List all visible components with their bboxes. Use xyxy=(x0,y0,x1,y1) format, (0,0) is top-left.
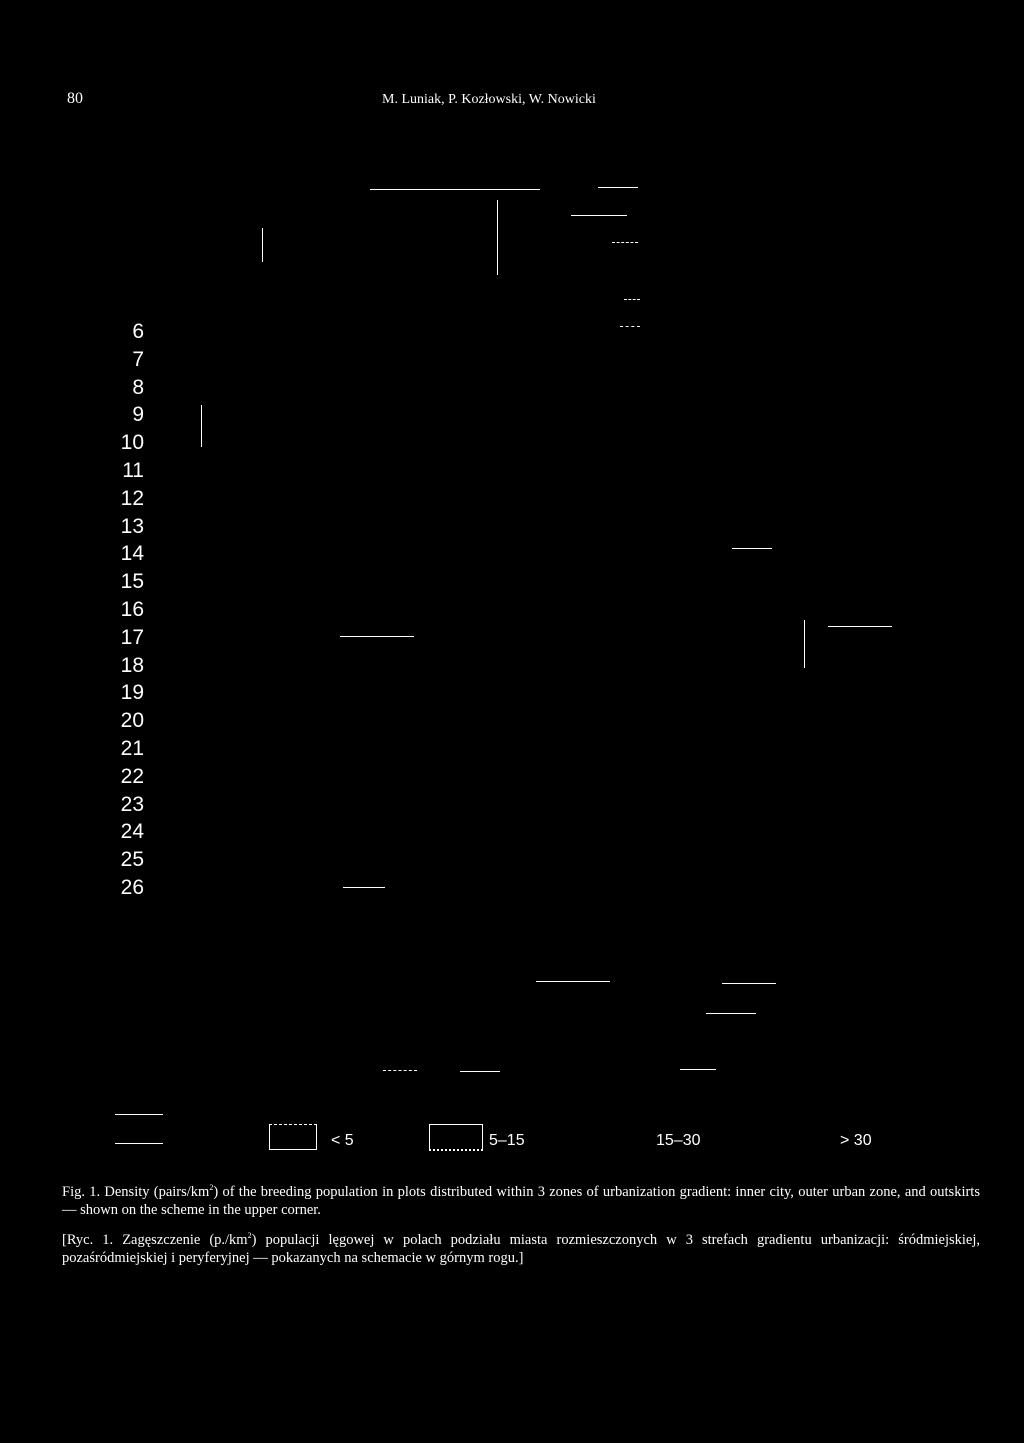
caption-pl-prefix: [Ryc. 1. Zagęszczenie (p./km xyxy=(62,1232,248,1248)
page-number: 80 xyxy=(67,90,83,107)
row-label: 16 xyxy=(120,597,144,621)
row-label: 6 xyxy=(132,320,144,343)
row-label: 7 xyxy=(132,347,144,371)
row-label: 14 xyxy=(120,542,144,566)
row-label: 22 xyxy=(120,764,144,788)
map-fragment-line xyxy=(201,405,202,447)
figure-caption-english xyxy=(62,1183,980,1219)
row-label-column xyxy=(112,318,144,902)
map-fragment-line xyxy=(536,981,610,982)
map-fragment-line xyxy=(460,1071,500,1072)
legend-label-5-15: 5–15 xyxy=(489,1132,525,1149)
map-fragment-line xyxy=(383,1070,417,1071)
map-fragment-line xyxy=(624,299,640,300)
figure-caption-polish xyxy=(62,1231,980,1267)
map-fragment-line xyxy=(706,1013,756,1014)
row-label: 19 xyxy=(120,681,144,705)
caption-en-rest: ) of the breeding population in plots distributed within 3 zones of urbanization gradient: inner city, outer urban zone, and outskirts — shown on the scheme in the upper corner. xyxy=(62,1184,980,1218)
map-fragment-line xyxy=(828,626,892,627)
row-label: 10 xyxy=(120,431,144,455)
caption-en-prefix: Fig. 1. Density (pairs/km xyxy=(62,1184,210,1200)
map-fragment-line xyxy=(598,187,638,188)
legend-swatch-5-15 xyxy=(429,1124,483,1151)
row-label: 12 xyxy=(120,486,144,510)
map-fragment-line xyxy=(732,548,772,549)
legend-label-15-30: 15–30 xyxy=(656,1132,701,1149)
row-label: 20 xyxy=(120,709,144,733)
row-label: 8 xyxy=(132,375,144,399)
row-label: 11 xyxy=(122,458,144,482)
map-fragment-line xyxy=(804,620,805,668)
map-fragment-line xyxy=(620,326,640,327)
map-fragment-line xyxy=(115,1114,163,1115)
map-fragment-line xyxy=(722,983,776,984)
map-fragment-line xyxy=(612,242,638,243)
legend-label-lt5: < 5 xyxy=(331,1132,354,1149)
map-fragment-line xyxy=(370,189,540,190)
legend-swatch-lt5 xyxy=(269,1124,317,1150)
running-header-authors: M. Luniak, P. Kozłowski, W. Nowicki xyxy=(382,92,596,107)
map-fragment-line xyxy=(115,1143,163,1144)
map-fragment-line xyxy=(571,215,627,216)
row-label: 24 xyxy=(120,820,144,844)
row-label: 25 xyxy=(120,848,144,872)
row-label: 13 xyxy=(120,514,144,538)
map-fragment-line xyxy=(497,200,498,275)
map-fragment-line xyxy=(343,887,385,888)
row-label: 21 xyxy=(120,736,144,760)
row-label: 15 xyxy=(120,570,144,594)
row-label: 23 xyxy=(120,792,144,816)
row-label: 18 xyxy=(120,653,144,677)
row-label: 17 xyxy=(120,625,144,649)
caption-en-superscript: 2 xyxy=(209,1183,214,1193)
legend-label-gt30: > 30 xyxy=(840,1132,872,1149)
map-fragment-line xyxy=(340,636,414,637)
map-fragment-line xyxy=(262,228,263,262)
caption-pl-rest: ) populacji lęgowej w polach podziału miasta rozmieszczonych w 3 strefach gradientu urbanizacji: śródmiejskiej, pozaśródmiejskiej i peryferyjnej — pokazanych na schemacie w górnym rogu.] xyxy=(62,1232,980,1266)
map-fragment-line xyxy=(680,1069,716,1070)
row-label: 26 xyxy=(120,875,144,899)
row-label: 9 xyxy=(132,403,144,427)
caption-pl-superscript: 2 xyxy=(247,1231,252,1241)
